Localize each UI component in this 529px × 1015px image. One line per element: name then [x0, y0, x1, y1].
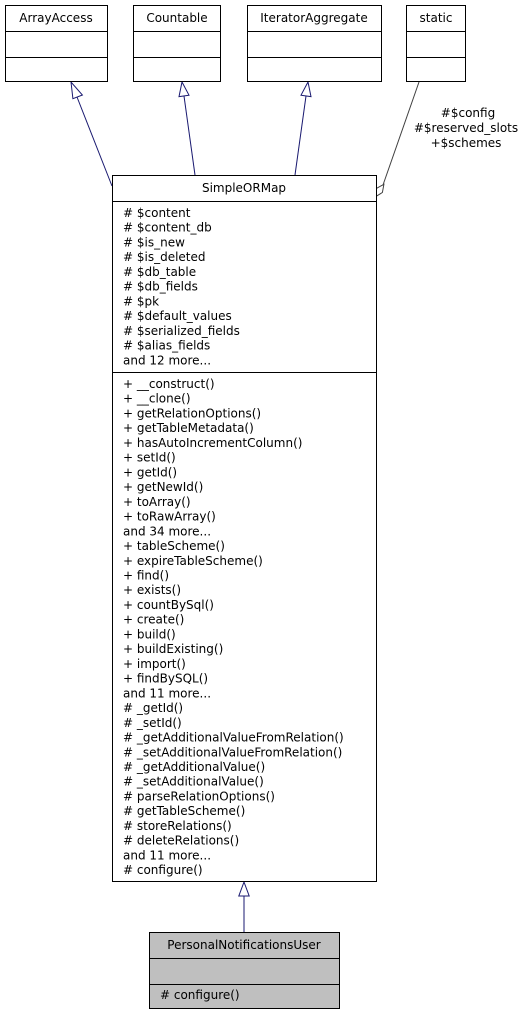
- member-method: + create(): [123, 612, 185, 627]
- member-attribute: # $is_deleted: [123, 250, 206, 265]
- member-method: + import(): [123, 656, 186, 671]
- member-attribute: # $content: [123, 206, 191, 220]
- class-simple-orm-map[interactable]: [113, 176, 377, 882]
- member-method: + setId(): [123, 450, 176, 465]
- member-method: + find(): [123, 568, 170, 583]
- member-method: # parseRelationOptions(): [123, 789, 275, 804]
- class-iterator-aggregate[interactable]: [248, 6, 382, 82]
- member-method: + toRawArray(): [123, 509, 216, 524]
- class-array-access[interactable]: [6, 6, 108, 82]
- member-method: + hasAutoIncrementColumn(): [123, 435, 303, 450]
- member-attribute: # $default_values: [123, 309, 232, 324]
- member-attribute: # $content_db: [123, 220, 212, 235]
- member-attribute: # $serialized_fields: [123, 323, 240, 338]
- member-method: + __construct(): [123, 377, 215, 391]
- member-method: and 11 more...: [123, 848, 212, 863]
- member-method: + getId(): [123, 465, 178, 480]
- member-method: # _getId(): [123, 701, 184, 716]
- member-method: + expireTableScheme(): [123, 553, 263, 568]
- arrow-array-access-icon: [71, 82, 82, 99]
- member-attribute: # $db_table: [123, 264, 197, 279]
- member-method: + findBySQL(): [123, 671, 209, 686]
- member-method: and 11 more...: [123, 686, 212, 701]
- static-edge-label-2: #$reserved_slots: [413, 121, 519, 135]
- edge-countable: [184, 96, 195, 175]
- member-method: # deleteRelations(): [123, 833, 240, 848]
- member-method: + __clone(): [123, 391, 191, 406]
- member-method: # _getAdditionalValueFromRelation(): [123, 730, 344, 745]
- arrow-countable-icon: [179, 82, 189, 97]
- member-method: + toArray(): [123, 494, 191, 509]
- class-personal-notifications-user[interactable]: [150, 933, 340, 1009]
- member-method: + exists(): [123, 583, 182, 598]
- member-method: # getTableScheme(): [123, 804, 246, 819]
- class-static[interactable]: [407, 6, 466, 82]
- member-method: + buildExisting(): [123, 642, 224, 657]
- edge-iterator-aggregate: [295, 96, 306, 175]
- class-name: PersonalNotificationsUser: [167, 938, 321, 952]
- class-name: SimpleORMap: [201, 181, 287, 195]
- member-method: + build(): [123, 627, 176, 642]
- class-countable[interactable]: [134, 6, 221, 82]
- edge-array-access: [77, 97, 112, 186]
- member-method: and 34 more...: [123, 524, 212, 539]
- member-attribute: # $pk: [123, 294, 160, 309]
- member-method: # _setAdditionalValue(): [123, 774, 264, 789]
- class-name: ArrayAccess: [19, 11, 93, 25]
- member-method: + getTableMetadata(): [123, 421, 254, 436]
- member-method: + tableScheme(): [123, 539, 225, 553]
- member-method: # storeRelations(): [123, 818, 232, 833]
- static-edge-label-3: +$schemes: [430, 136, 502, 150]
- member-method: # _setId(): [123, 715, 182, 730]
- member-attribute: # $is_new: [123, 235, 185, 250]
- member-attribute: # $alias_fields: [123, 338, 211, 353]
- class-name: Countable: [146, 11, 208, 25]
- static-edge-label-1: #$config: [440, 106, 496, 120]
- member-method: # configure(): [160, 988, 240, 1002]
- arrow-iterator-aggregate-icon: [301, 82, 311, 97]
- class-name: IteratorAggregate: [260, 11, 368, 25]
- member-method: # configure(): [123, 863, 203, 878]
- arrow-child-icon: [239, 882, 249, 896]
- member-method: # _getAdditionalValue(): [123, 760, 266, 774]
- member-attribute: and 12 more...: [123, 353, 212, 368]
- member-method: + getRelationOptions(): [123, 406, 262, 421]
- member-method: # _setAdditionalValueFromRelation(): [123, 745, 343, 760]
- member-method: + getNewId(): [123, 480, 204, 495]
- usage-edge: [375, 82, 518, 197]
- member-attribute: # $db_fields: [123, 279, 198, 294]
- class-name: static: [419, 11, 453, 25]
- member-method: + countBySql(): [123, 598, 214, 612]
